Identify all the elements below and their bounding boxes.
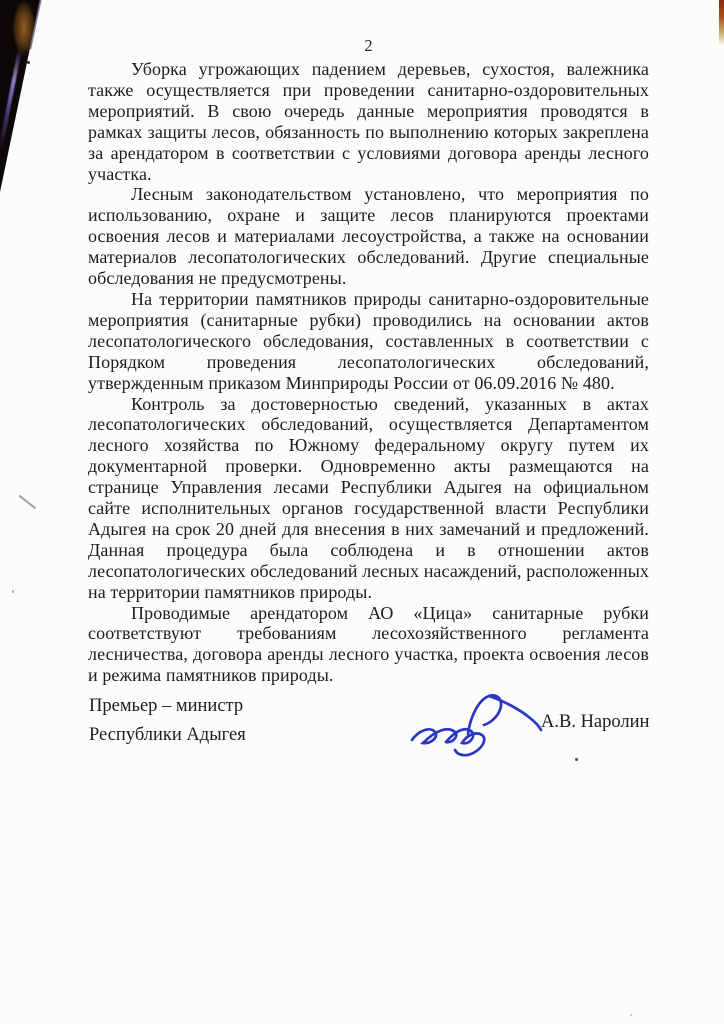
scan-artifact-scratch [19,495,36,509]
page-number: 2 [364,36,373,55]
paragraph: Уборка угрожающих падением деревьев, сухостоя, валежника также осуществляется при проведении санитарно-оздоровительных мероприятий. В свою очередь данные мероприятия проводятся в рамках защиты лесов, обязанность по выполнению которых закреплена за арендатором в соответствии с условиями договора аренды лесного участка. [88,59,649,184]
signature-title-block [89,692,246,750]
signature-scrawl [406,690,552,762]
scan-artifact-purple-streak [0,49,22,152]
signer-title-line1: Премьер – министр [89,696,244,716]
paragraph: Контроль за достоверностью сведений, указанных в актах лесопатологических обследований, осуществляется Департаментом лесного хозяйства по Южному федеральному округу путем их документарной проверки. Одновременно акты размещаются на странице Управления лесами Республики Адыгея на официальном сайте исполнительных органов государственной власти Республики Адыгея на срок 20 дней для внесения в них замечаний и предложений. Данная процедура была соблюдена и в отношении актов лесопатологических обследований лесных насаждений, расположенных на территории памятников природы. [88,393,649,602]
paragraph: Лесным законодательством установлено, что мероприятия по использованию, охране и защите лесов планируются проектами освоения лесов и материалами лесоустройства, а также на основании материалов лесопатологических обследований. Другие специальные обследования не предусмотрены. [88,184,649,289]
scan-artifact-dark-corner [0,0,60,200]
scan-speck [575,758,578,761]
document-body [88,59,649,686]
scan-speck [27,61,30,64]
signer-name: А.В. Наролин [541,712,650,732]
scan-speck [630,1014,632,1016]
paragraph: На территории памятников природы санитарно-оздоровительные мероприятия (санитарные рубки) проводились на основании актов лесопатологического обследования, составленных в соответствии с Порядком проведения лесопатологических обследований, утвержденным приказом Минприроды России от 06.09.2016 № 480. [88,288,649,393]
signer-title-line2: Республики Адыгея [89,725,246,745]
paragraph: Проводимые арендатором АО «Цица» санитарные рубки соответствуют требованиям лесохозяйственного регламента лесничества, договора аренды лесного участка, проекта освоения лесов и режима памятников природы. [88,602,649,686]
scan-speck [12,590,14,593]
scan-artifact-edge-strip [719,0,724,46]
